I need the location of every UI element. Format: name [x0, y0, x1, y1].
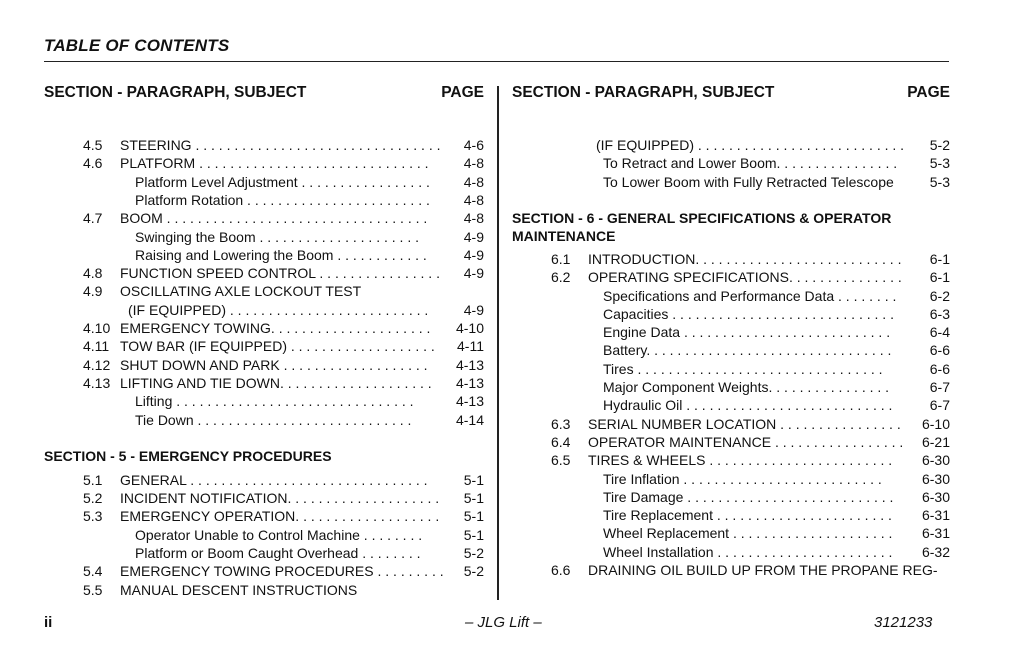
entry-page: 4-6	[463, 137, 484, 153]
toc-entry	[44, 507, 484, 525]
toc-entry	[44, 526, 484, 544]
toc-entry	[512, 341, 950, 359]
entry-title: EMERGENCY OPERATION. . . . . . . . . . . . . . . . . . .	[120, 508, 440, 525]
entry-page: 6-32	[921, 543, 950, 560]
entry-page: 6-6	[929, 360, 950, 377]
entry-page: 4-8	[463, 173, 484, 190]
page-title: TABLE OF CONTENTS	[44, 36, 230, 55]
header-page: PAGE	[441, 84, 484, 101]
toc-entry	[44, 392, 484, 410]
entry-page: 5-1	[463, 508, 484, 525]
entry-title: Engine Data . . . . . . . . . . . . . . . . . . . . . . . . . . .	[603, 324, 891, 341]
entry-page: 4-13	[455, 374, 484, 391]
toc-entry	[512, 378, 950, 396]
toc-entry	[512, 154, 950, 172]
toc-entry	[44, 356, 484, 374]
toc-entry	[44, 264, 484, 282]
footer-brand: – JLG Lift –	[465, 614, 542, 631]
toc-entry	[44, 411, 484, 429]
entry-page: 6-30	[921, 452, 950, 469]
entry-page: 6-2	[929, 287, 950, 304]
entry-title: Operator Unable to Control Machine . . . . . . . .	[135, 526, 423, 543]
right-column	[512, 84, 950, 578]
entry-page: 4-8	[463, 210, 484, 227]
entry-title: GENERAL . . . . . . . . . . . . . . . . . . . . . . . . . . . . . . .	[120, 471, 428, 488]
entry-title: (IF EQUIPPED) . . . . . . . . . . . . . . . . . . . . . . . . . .	[128, 301, 429, 318]
entry-title: To Lower Boom with Fully Retracted Telescope	[603, 173, 894, 190]
entry-title: EMERGENCY TOWING. . . . . . . . . . . . . . . . . . . . .	[120, 320, 431, 336]
entry-page: 4-14	[455, 411, 484, 428]
toc-entry	[44, 209, 484, 227]
entry-title: Capacities . . . . . . . . . . . . . . . . . . . . . . . . . . . . .	[603, 305, 894, 322]
entry-title: Specifications and Performance Data . . . . . . . .	[603, 287, 897, 304]
toc-entry	[512, 561, 950, 579]
entry-page: 5-2	[929, 137, 950, 153]
entry-number: 4.8	[83, 265, 103, 282]
entry-title: FUNCTION SPEED CONTROL . . . . . . . . . . . . . . . .	[120, 265, 440, 282]
entry-number: 4.5	[83, 137, 103, 153]
toc-entry	[44, 136, 484, 154]
entry-title: PLATFORM . . . . . . . . . . . . . . . . . . . . . . . . . . . . . .	[120, 155, 429, 172]
entry-number: 6.2	[551, 269, 571, 286]
toc-entry	[44, 173, 484, 191]
header-page: PAGE	[907, 84, 950, 101]
entry-page: 6-7	[929, 397, 950, 414]
entry-page: 4-8	[463, 191, 484, 208]
entry-title: INCIDENT NOTIFICATION. . . . . . . . . . . . . . . . . . . .	[120, 490, 440, 507]
entry-title: STEERING . . . . . . . . . . . . . . . . . . . . . . . . . . . . . . . .	[120, 137, 441, 153]
entry-number: 6.4	[551, 433, 571, 450]
entry-page: 6-1	[929, 250, 950, 267]
entry-title: INTRODUCTION. . . . . . . . . . . . . . . . . . . . . . . . . . .	[588, 250, 902, 267]
entry-number: 4.7	[83, 210, 103, 227]
toc-entry	[44, 282, 484, 300]
entry-page: 4-9	[463, 301, 484, 318]
entry-page: 6-3	[929, 305, 950, 322]
toc-entry	[512, 287, 950, 305]
entry-number: 5.4	[83, 563, 103, 580]
entry-title: TIRES & WHEELS . . . . . . . . . . . . . . . . . . . . . . . .	[588, 452, 893, 469]
entry-number: 4.10	[83, 320, 111, 336]
header-subject: SECTION - PARAGRAPH, SUBJECT	[512, 84, 775, 101]
left-column-header	[44, 84, 484, 104]
title-rule	[44, 61, 949, 62]
entry-title: DRAINING OIL BUILD UP FROM THE PROPANE REG-	[588, 562, 938, 578]
entry-number: 5.1	[83, 471, 103, 488]
entry-title: Wheel Installation . . . . . . . . . . . . . . . . . . . . . . .	[603, 543, 893, 560]
toc-entry	[44, 489, 484, 507]
toc-entry	[512, 506, 950, 524]
entry-page: 5-1	[463, 471, 484, 488]
toc-entry	[44, 337, 484, 355]
entry-title: Tire Replacement . . . . . . . . . . . . . . . . . . . . . . .	[603, 507, 892, 524]
toc-entry	[512, 488, 950, 506]
entry-page: 4-11	[457, 338, 484, 355]
toc-entry	[512, 415, 950, 433]
toc-entry	[44, 228, 484, 246]
entry-page: 4-8	[463, 155, 484, 172]
entry-title: TOW BAR (IF EQUIPPED) . . . . . . . . . . . . . . . . . . .	[120, 338, 435, 355]
section-heading: SECTION - 6 - GENERAL SPECIFICATIONS & OPERATOR	[512, 209, 892, 226]
entry-page: 6-1	[929, 269, 950, 286]
entry-page: 4-10	[455, 320, 484, 336]
entry-title: Raising and Lowering the Boom . . . . . . . . . . . .	[135, 246, 427, 263]
entry-title: Tires . . . . . . . . . . . . . . . . . . . . . . . . . . . . . . . .	[603, 360, 883, 377]
entry-page: 4-13	[455, 393, 484, 410]
footer-page-number: ii	[44, 614, 53, 631]
entry-page: 5-1	[463, 526, 484, 543]
toc-entry	[44, 191, 484, 209]
entry-title: Battery. . . . . . . . . . . . . . . . . . . . . . . . . . . . . . . .	[603, 342, 892, 359]
column-divider	[497, 86, 499, 600]
footer-doc-number: 3121233	[874, 614, 933, 631]
toc-entry	[512, 360, 950, 378]
entry-page: 6-31	[921, 507, 950, 524]
entry-number: 5.3	[83, 508, 103, 525]
entry-title: Tire Inflation . . . . . . . . . . . . . . . . . . . . . . . . . .	[603, 470, 882, 487]
entry-page: 6-6	[929, 342, 950, 359]
entry-page: 5-2	[463, 563, 484, 580]
entry-title: SERIAL NUMBER LOCATION . . . . . . . . . . . . . . . .	[588, 415, 901, 432]
entry-page: 6-30	[921, 470, 950, 487]
entry-number: 6.6	[551, 562, 571, 578]
entry-number: 5.5	[83, 581, 103, 598]
entry-page: 5-1	[463, 490, 484, 507]
entry-number: 6.3	[551, 415, 571, 432]
entry-number: 6.5	[551, 452, 571, 469]
entry-number: 6.1	[551, 250, 571, 267]
toc-entry	[512, 305, 950, 323]
entry-title: Wheel Replacement . . . . . . . . . . . . . . . . . . . . .	[603, 525, 893, 542]
entry-title: OPERATING SPECIFICATIONS. . . . . . . . . . . . . . .	[588, 269, 902, 286]
header-subject: SECTION - PARAGRAPH, SUBJECT	[44, 84, 307, 101]
entry-page: 5-3	[929, 155, 950, 172]
entry-title: LIFTING AND TIE DOWN. . . . . . . . . . . . . . . . . . . .	[120, 374, 432, 391]
entry-page: 6-21	[921, 433, 950, 450]
entry-title: Tire Damage . . . . . . . . . . . . . . . . . . . . . . . . . . .	[603, 488, 894, 505]
entry-page: 5-2	[463, 545, 484, 561]
section-heading: MAINTENANCE	[512, 227, 616, 244]
toc-entry	[512, 396, 950, 414]
toc-entry	[44, 301, 484, 319]
entry-title: Swinging the Boom . . . . . . . . . . . . . . . . . . . . .	[135, 228, 419, 245]
toc-entry	[512, 524, 950, 542]
toc-entry	[512, 433, 950, 451]
toc-entry	[44, 246, 484, 264]
entry-title: Platform Rotation . . . . . . . . . . . . . . . . . . . . . . . .	[135, 191, 430, 208]
toc-entry	[44, 471, 484, 489]
toc-entry	[512, 136, 950, 154]
entry-title: OPERATOR MAINTENANCE . . . . . . . . . . . . . . . . .	[588, 433, 904, 450]
entry-page: 4-9	[463, 265, 484, 282]
entry-title: Platform Level Adjustment . . . . . . . . . . . . . . . . .	[135, 173, 430, 190]
entry-title: SHUT DOWN AND PARK . . . . . . . . . . . . . . . . . . .	[120, 356, 428, 373]
entry-page: 6-7	[929, 379, 950, 395]
toc-entry	[512, 543, 950, 561]
toc-entry	[44, 581, 484, 599]
entry-page: 5-3	[929, 173, 950, 190]
entry-title: EMERGENCY TOWING PROCEDURES . . . . . . . . .	[120, 563, 444, 580]
toc-entry	[44, 562, 484, 580]
entry-title: Platform or Boom Caught Overhead . . . . . . . .	[135, 545, 421, 561]
entry-title: BOOM . . . . . . . . . . . . . . . . . . . . . . . . . . . . . . . . . .	[120, 210, 428, 227]
section-heading: SECTION - 5 - EMERGENCY PROCEDURES	[44, 447, 332, 464]
entry-number: 5.2	[83, 490, 103, 507]
toc-entry	[512, 470, 950, 488]
entry-page: 6-30	[921, 488, 950, 505]
toc-entry	[44, 544, 484, 562]
entry-page: 4-9	[463, 228, 484, 245]
entry-title: (IF EQUIPPED) . . . . . . . . . . . . . . . . . . . . . . . . . . .	[596, 137, 905, 153]
entry-number: 4.11	[83, 338, 110, 355]
entry-page: 6-10	[921, 415, 950, 432]
toc-entry	[512, 250, 950, 268]
toc-entry	[512, 268, 950, 286]
entry-page: 6-4	[929, 324, 950, 341]
entry-title: To Retract and Lower Boom. . . . . . . . . . . . . . . .	[603, 155, 898, 172]
entry-title: Hydraulic Oil . . . . . . . . . . . . . . . . . . . . . . . . . . .	[603, 397, 893, 414]
entry-number: 4.6	[83, 155, 103, 172]
entry-number: 4.13	[83, 374, 111, 391]
entry-number: 4.12	[83, 356, 111, 373]
toc-entry	[44, 154, 484, 172]
entry-title: Tie Down . . . . . . . . . . . . . . . . . . . . . . . . . . . .	[135, 411, 412, 428]
entry-title: MANUAL DESCENT INSTRUCTIONS	[120, 581, 358, 598]
entry-title: Lifting . . . . . . . . . . . . . . . . . . . . . . . . . . . . . . .	[135, 393, 414, 410]
toc-entry	[44, 319, 484, 337]
toc-entry	[512, 451, 950, 469]
entry-page: 4-13	[455, 356, 484, 373]
right-column-header	[512, 84, 950, 104]
toc-entry	[512, 323, 950, 341]
entry-title: OSCILLATING AXLE LOCKOUT TEST	[120, 283, 362, 300]
entry-title: Major Component Weights. . . . . . . . . . . . . . . .	[603, 379, 890, 395]
left-column	[44, 84, 484, 598]
entry-page: 6-31	[921, 525, 950, 542]
entry-page: 4-9	[463, 246, 484, 263]
toc-entry	[512, 173, 950, 191]
toc-entry	[44, 374, 484, 392]
entry-number: 4.9	[83, 283, 103, 300]
